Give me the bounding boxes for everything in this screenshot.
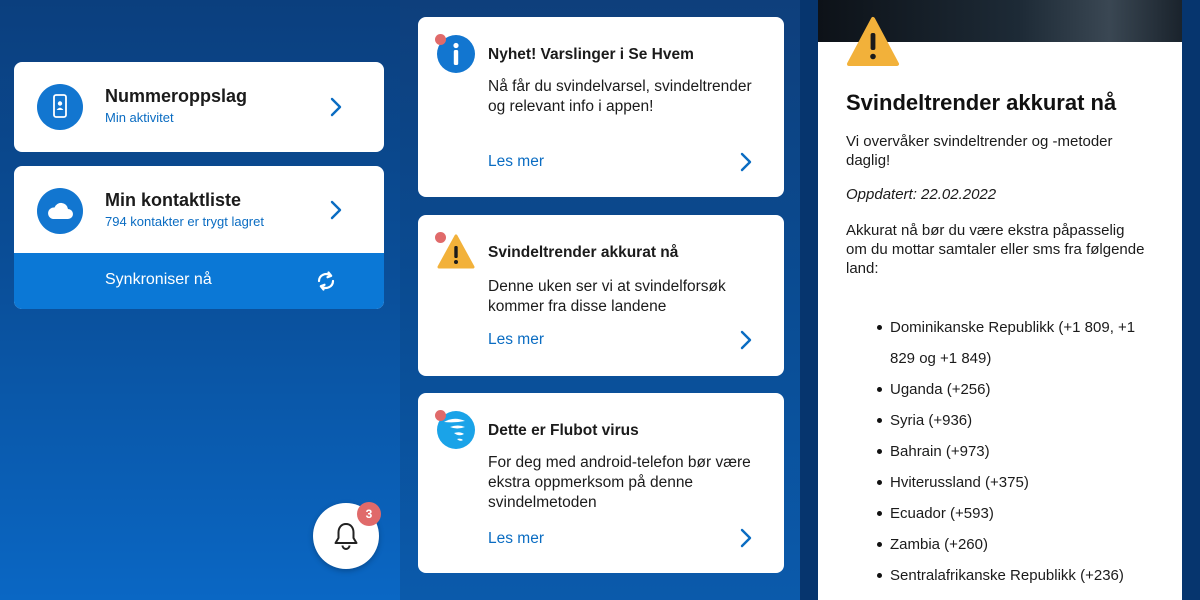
- number-lookup-subtitle: Min aktivitet: [105, 110, 174, 125]
- cloud-icon: [37, 188, 83, 234]
- left-screen: [0, 0, 400, 600]
- notification-title: Dette er Flubot virus: [488, 422, 639, 439]
- phone-contact-icon: [37, 84, 83, 130]
- country-list: [890, 312, 1160, 591]
- contact-list-title: Min kontaktliste: [105, 190, 242, 210]
- list-item: Hviterussland (+375): [890, 467, 1160, 498]
- notification-card[interactable]: [418, 215, 784, 376]
- notification-body: For deg med android-telefon bør være ekstra oppmerksom på denne svindelmetoden: [488, 454, 751, 511]
- notification-badge: 3: [357, 502, 381, 526]
- intro-text: Vi overvåker svindeltrender og -metoder daglig!: [846, 133, 1113, 169]
- list-item: Sentralafrikanske Republikk (+236): [890, 560, 1160, 591]
- sync-label: Synkroniser nå: [105, 271, 212, 288]
- number-lookup-card[interactable]: [14, 62, 384, 152]
- chevron-right-icon: [738, 152, 754, 172]
- contact-count: 794 kontakter er trygt lagret: [105, 214, 264, 229]
- unread-indicator: [435, 34, 446, 45]
- sync-now-button[interactable]: [14, 253, 384, 309]
- chevron-right-icon: [738, 330, 754, 350]
- notification-title: Nyhet! Varslinger i Se Hvem: [488, 46, 694, 63]
- chevron-right-icon: [328, 200, 344, 220]
- list-item: Dominikanske Republikk (+1 809, +1 829 og +1 849): [890, 312, 1160, 374]
- warning-icon: [845, 14, 901, 70]
- list-item: Syria (+936): [890, 405, 1160, 436]
- unread-indicator: [435, 410, 446, 421]
- number-lookup-title: Nummeroppslag: [105, 86, 248, 106]
- notification-body: Nå får du svindelvarsel, svindeltrender og relevant info i appen!: [488, 78, 752, 115]
- contact-list-card[interactable]: [14, 166, 384, 309]
- list-item: Ecuador (+593): [890, 498, 1160, 529]
- notification-card[interactable]: [418, 393, 784, 573]
- read-more-link[interactable]: Les mer: [488, 153, 544, 170]
- notifications-screen: [400, 0, 818, 600]
- notification-card[interactable]: [418, 17, 784, 197]
- list-item: Uganda (+256): [890, 374, 1160, 405]
- lead-text: Akkurat nå bør du være ekstra påpasselig om du mottar samtaler eller sms fra følgende land:: [846, 222, 1145, 277]
- unread-indicator: [435, 232, 446, 243]
- notification-body: Denne uken ser vi at svindelforsøk kommer fra disse landene: [488, 278, 726, 315]
- page-title: Svindeltrender akkurat nå: [846, 90, 1117, 115]
- list-item: Zambia (+260): [890, 529, 1160, 560]
- updated-date: Oppdatert: 22.02.2022: [846, 186, 997, 203]
- read-more-link[interactable]: Les mer: [488, 331, 544, 348]
- chevron-right-icon: [328, 97, 344, 117]
- list-item: Bahrain (+973): [890, 436, 1160, 467]
- chevron-right-icon: [738, 528, 754, 548]
- notification-title: Svindeltrender akkurat nå: [488, 244, 679, 261]
- sync-icon: [314, 269, 338, 293]
- fraud-trends-detail: [818, 0, 1182, 600]
- bell-icon: [332, 521, 360, 551]
- read-more-link[interactable]: Les mer: [488, 530, 544, 547]
